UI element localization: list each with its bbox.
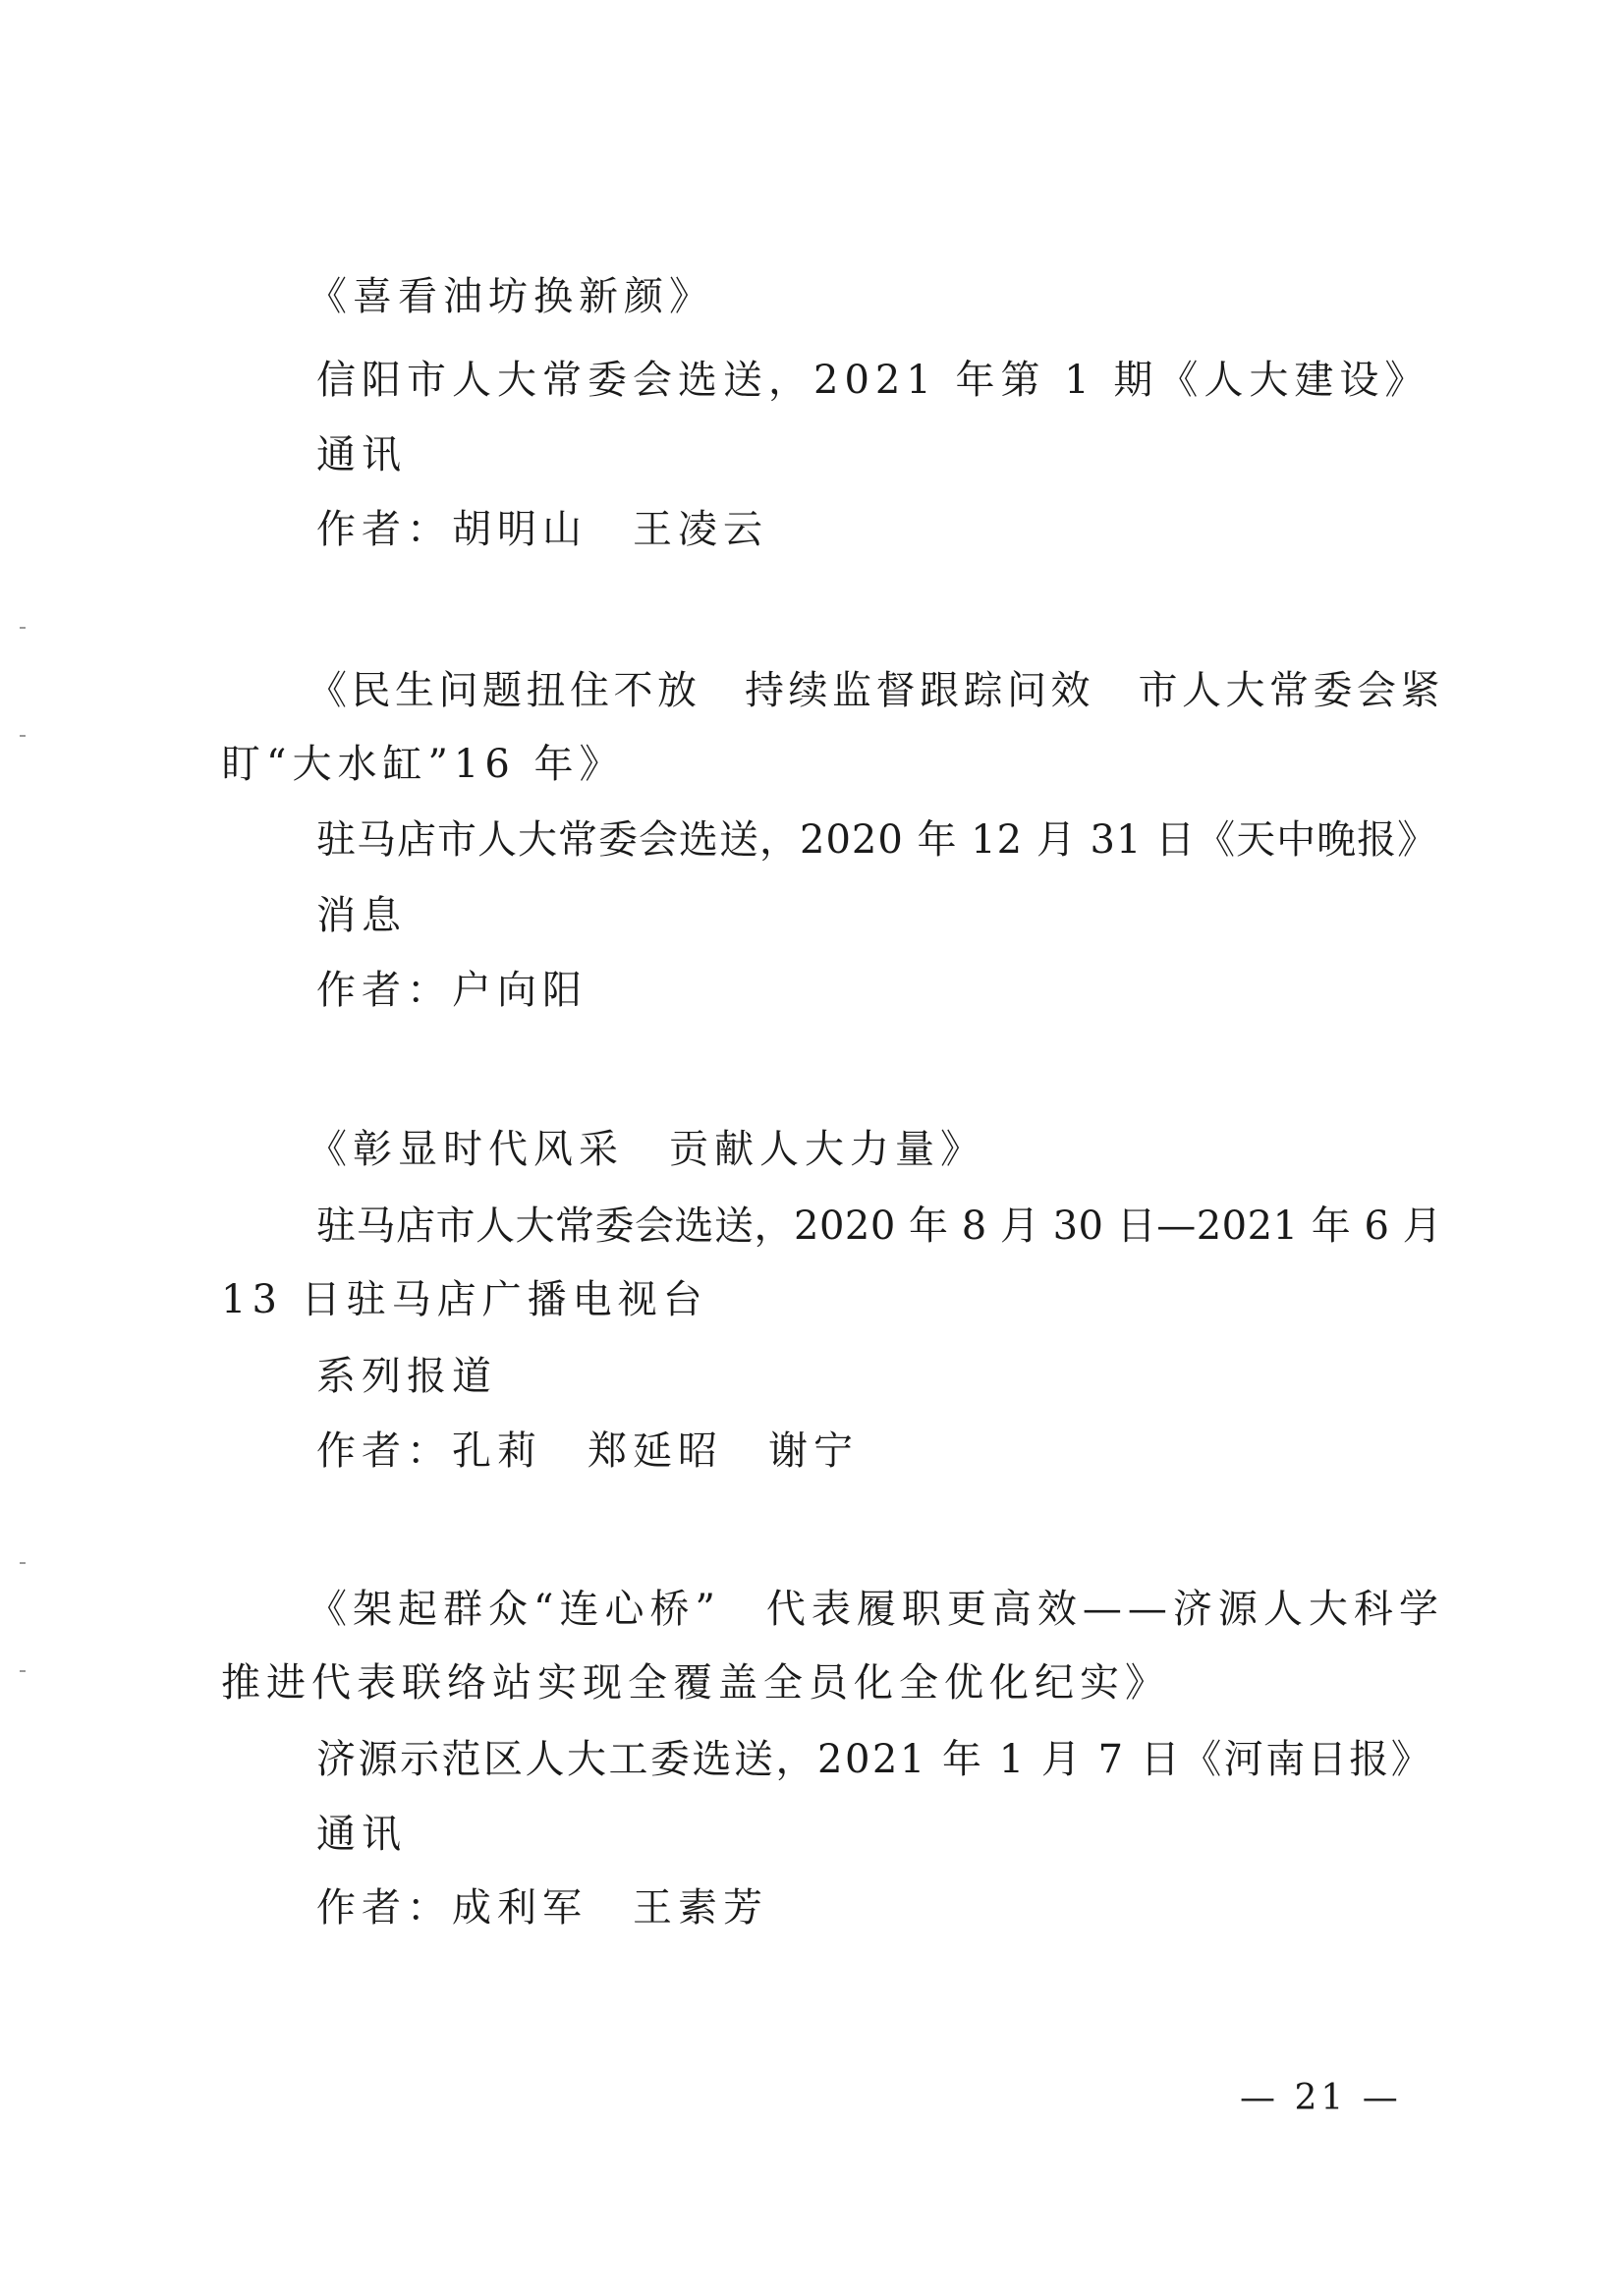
entry-2-genre: 消息	[316, 893, 407, 938]
scan-mark	[20, 735, 26, 737]
entry-4-title-line-1: 《架起群众“连心桥” 代表履职更高效——济源人大科学	[308, 1587, 1444, 1632]
entry-4-source: 济源示范区人大工委选送，2021 年 1 月 7 日《河南日报》	[316, 1737, 1433, 1782]
entry-3-source-line-2: 13 日驻马店广播电视台	[221, 1277, 708, 1322]
entry-4-authors: 作者：成利军 王素芳	[316, 1885, 768, 1931]
scan-mark	[20, 1670, 26, 1672]
entry-2-source: 驻马店市人大常委会选送，2020 年 12 月 31 日《天中晚报》	[316, 817, 1438, 863]
entry-3-title: 《彰显时代风采 贡献人大力量》	[308, 1127, 985, 1172]
scan-mark	[20, 627, 26, 629]
entry-4-genre: 通讯	[316, 1812, 407, 1857]
entry-3-source-line-1: 驻马店市人大常委会选送，2020 年 8 月 30 日—2021 年 6 月	[316, 1203, 1443, 1249]
entry-2-title-line-2: 盯“大水缸”16 年》	[221, 742, 625, 787]
entry-1-title: 《喜看油坊换新颜》	[308, 274, 714, 319]
entry-3-genre: 系列报道	[316, 1354, 497, 1399]
entry-1-genre: 通讯	[316, 432, 407, 477]
entry-4-title-line-2: 推进代表联络站实现全覆盖全员化全优化纪实》	[221, 1660, 1170, 1706]
page-number: — 21 —	[1240, 2078, 1402, 2118]
entry-1-source: 信阳市人大常委会选送，2021 年第 1 期《人大建设》	[316, 358, 1430, 403]
entry-2-title-line-1: 《民生问题扭住不放 持续监督跟踪问效 市人大常委会紧	[308, 668, 1444, 713]
entry-3-authors: 作者：孔莉 郑延昭 谢宁	[316, 1428, 859, 1474]
entry-2-authors: 作者：户向阳	[316, 968, 588, 1013]
entry-1-authors: 作者：胡明山 王凌云	[316, 507, 768, 552]
scan-mark	[20, 1562, 26, 1564]
